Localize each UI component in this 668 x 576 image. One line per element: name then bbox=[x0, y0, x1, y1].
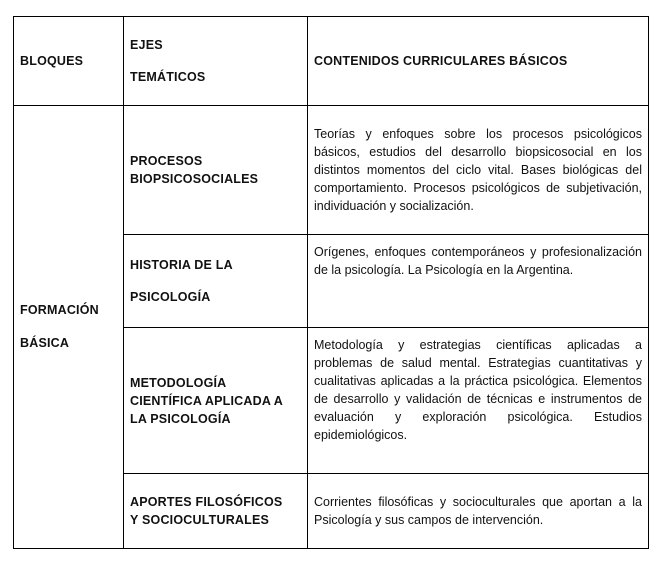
eje-line: CIENTÍFICA APLICADA A bbox=[130, 393, 284, 408]
eje-historia bbox=[124, 235, 308, 328]
contenido-metodologia: Metodología y estrategias científicas aplicadas a problemas de salud mental. Estrategias cuantitativas y cualitativas aplicadas a la práctica psicológica. Elementos de desarrollo y validación de técnicas e instrumentos de evaluación y exploración psicológica. Estudios epidemiológicos. bbox=[308, 328, 649, 474]
eje-procesos bbox=[124, 106, 308, 235]
header-bloques-label: BLOQUES bbox=[20, 54, 84, 68]
header-ejes bbox=[124, 17, 308, 106]
header-contenidos-label: CONTENIDOS CURRICULARES BÁSICOS bbox=[314, 54, 568, 68]
contenido-historia: Orígenes, enfoques contemporáneos y profesionalización de la psicología. La Psicología en la Argentina. bbox=[308, 235, 649, 328]
block-line1: FORMACIÓN bbox=[20, 303, 99, 317]
eje-metodologia bbox=[124, 328, 308, 474]
curriculum-table bbox=[13, 16, 649, 549]
header-ejes-line1: EJES bbox=[130, 38, 163, 52]
eje-line: HISTORIA DE LA bbox=[130, 258, 233, 272]
table-row bbox=[14, 106, 649, 235]
block-formacion-basica bbox=[14, 106, 124, 549]
contenido-aportes: Corrientes filosóficas y socioculturales que aportan a la Psicología y sus campos de intervención. bbox=[308, 474, 649, 549]
eje-line: LA PSICOLOGÍA bbox=[130, 411, 231, 426]
eje-line: PROCESOS bbox=[130, 154, 203, 168]
header-contenidos bbox=[308, 17, 649, 106]
header-ejes-line2: TEMÁTICOS bbox=[130, 70, 206, 84]
eje-aportes bbox=[124, 474, 308, 549]
eje-line: APORTES FILOSÓFICOS bbox=[130, 495, 283, 509]
header-bloques bbox=[14, 17, 124, 106]
eje-line: Y SOCIOCULTURALES bbox=[130, 513, 270, 527]
contenido-procesos: Teorías y enfoques sobre los procesos psicológicos básicos, estudios del desarrollo biopsicosocial en los distintos momentos del ciclo vital. Bases biológicas del comportamiento. Procesos psicológicos de subjetivación, individuación y socialización. bbox=[308, 106, 649, 235]
eje-line: BIOPSICOSOCIALES bbox=[130, 172, 259, 186]
block-line2: BÁSICA bbox=[20, 336, 70, 350]
eje-line: PSICOLOGÍA bbox=[130, 290, 211, 304]
eje-line: METODOLOGÍA bbox=[130, 375, 227, 390]
header-row bbox=[14, 17, 649, 106]
